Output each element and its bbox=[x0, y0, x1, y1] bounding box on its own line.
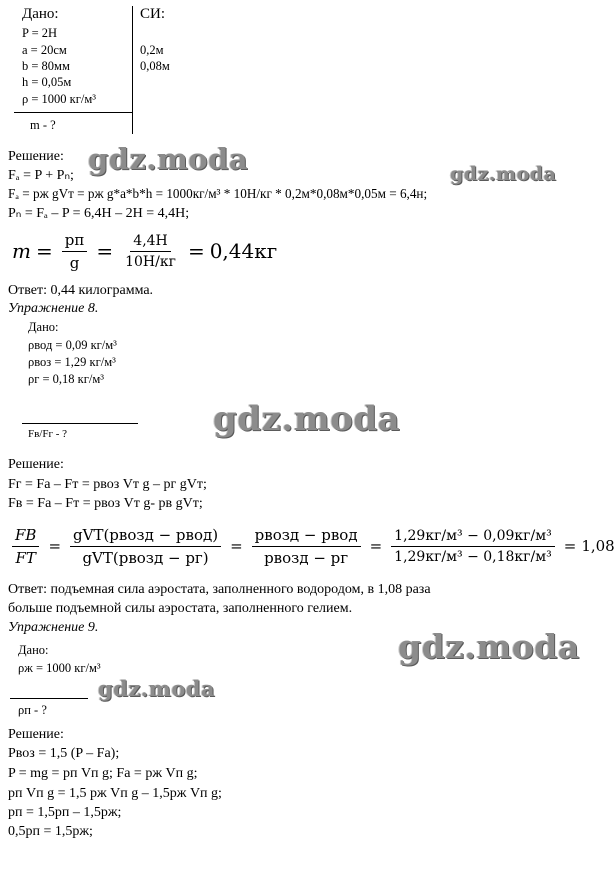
formula-fraction bbox=[12, 526, 39, 567]
exercise-8-title: Упражнение 8. bbox=[8, 301, 99, 316]
watermark-logo: gdz.moda bbox=[98, 676, 216, 701]
find-line: ρп - ? bbox=[18, 703, 47, 717]
formula-fraction bbox=[122, 233, 179, 270]
formula-lhs: m bbox=[12, 239, 31, 263]
fraction-denominator: gVT(pвозд − pг) bbox=[82, 548, 209, 567]
solution-header: Решение: bbox=[8, 457, 64, 472]
solution-line: Fг = Fа – Fт = pвоз Vт g – pг gVт; bbox=[8, 477, 207, 492]
answer-8-line: больше подъемной силы аэростата, заполненного гелием. bbox=[8, 601, 353, 616]
formula-fraction bbox=[391, 528, 555, 565]
fraction-numerator: 1,29кг/м³ − 0,09кг/м³ bbox=[391, 528, 555, 547]
mass-formula bbox=[12, 228, 277, 274]
solution-line: Fв = Fа – Fт = pвоз Vт g- pв gVт; bbox=[8, 496, 203, 511]
si-line: 0,2м bbox=[140, 43, 164, 57]
divider-line bbox=[10, 698, 88, 699]
formula-result: 0,44кг bbox=[209, 239, 278, 263]
solution-line: Fₐ = P + Pₙ; bbox=[8, 168, 74, 183]
fraction-denominator: 10Н/кг bbox=[125, 253, 176, 270]
divider-line bbox=[22, 423, 138, 424]
fraction-numerator: 4,4Н bbox=[130, 233, 170, 252]
si-line: 0,08м bbox=[140, 59, 170, 73]
given-header: Дано: bbox=[22, 6, 59, 22]
divider-line bbox=[14, 112, 132, 113]
given-line: ρг = 0,18 кг/м³ bbox=[28, 372, 104, 386]
watermark-logo: gdz.moda bbox=[450, 163, 557, 185]
formula-equals: = bbox=[187, 239, 205, 263]
fraction-denominator: 1,29кг/м³ − 0,18кг/м³ bbox=[394, 548, 552, 565]
given-line: P = 2Н bbox=[22, 26, 58, 40]
solution-line: 0,5pп = 1,5pж; bbox=[8, 824, 93, 839]
answer-8-line: Ответ: подъемная сила аэростата, заполненного водородом, в 1,08 раза bbox=[8, 582, 431, 597]
given-line: ρвоз = 1,29 кг/м³ bbox=[28, 355, 116, 369]
formula-fraction bbox=[252, 526, 361, 567]
given-line: h = 0,05м bbox=[22, 75, 72, 89]
fraction-numerator: gVT(pвозд − pвод) bbox=[70, 526, 221, 547]
solution-line: Pₙ = Fₐ – P = 6,4Н – 2Н = 4,4Н; bbox=[8, 206, 190, 221]
solution-line: Fₐ = pж gVт = pж g*a*b*h = 1000кг/м³ * 10Н/кг * 0,2м*0,08м*0,05м = 6,4н; bbox=[8, 186, 428, 201]
watermark-logo: gdz.moda bbox=[213, 399, 401, 439]
solution-line: pп Vп g = 1,5 pж Vп g – 1,5pж Vп g; bbox=[8, 786, 222, 801]
formula-fraction bbox=[70, 526, 221, 567]
given-line: ρж = 1000 кг/м³ bbox=[18, 661, 101, 675]
formula-fraction bbox=[62, 231, 88, 272]
find-line: m - ? bbox=[30, 118, 56, 132]
si-divider bbox=[132, 6, 133, 134]
solution-header: Решение: bbox=[8, 149, 64, 164]
given-header: Дано: bbox=[28, 320, 59, 334]
given-line: b = 80мм bbox=[22, 59, 70, 73]
solution-header: Решение: bbox=[8, 727, 64, 742]
formula-equals: = bbox=[35, 239, 53, 263]
si-header: СИ: bbox=[140, 6, 166, 22]
fraction-denominator: g bbox=[69, 253, 80, 272]
fraction-denominator: FT bbox=[15, 548, 36, 567]
given-line: a = 20см bbox=[22, 43, 67, 57]
given-header: Дано: bbox=[18, 643, 49, 657]
solution-line: Pвоз = 1,5 (P – Fа); bbox=[8, 746, 120, 761]
given-line: ρ = 1000 кг/м³ bbox=[22, 92, 96, 106]
watermark-logo: gdz.moda bbox=[398, 627, 580, 666]
solution-line: pп = 1,5pп – 1,5pж; bbox=[8, 805, 122, 820]
watermark-logo: gdz.moda bbox=[88, 142, 249, 176]
fraction-numerator: pвозд − pвод bbox=[252, 526, 361, 547]
fraction-denominator: pвозд − pг bbox=[264, 548, 349, 567]
find-line: Fв/Fг - ? bbox=[28, 428, 68, 440]
formula-equals: = bbox=[96, 239, 114, 263]
fraction-numerator: FB bbox=[12, 526, 39, 547]
formula-result: 1,08 bbox=[581, 537, 615, 555]
given-line: ρвод = 0,09 кг/м³ bbox=[28, 338, 117, 352]
exercise-9-title: Упражнение 9. bbox=[8, 620, 99, 635]
fraction-numerator: pп bbox=[62, 231, 88, 252]
answer-1: Ответ: 0,44 килограмма. bbox=[8, 283, 154, 298]
lift-ratio-formula: $\frac{FB}{FT}$ = $\frac{\text{gVT(pвозд − pвод)}}{\text{gVT(pвозд − pг)}}$ = $\frac{\text{pвозд − pвод}}{\text{pвозд − pг}}$ = $\frac{\text{1,29кг/м³ − 0,09кг/м³}}{\text{1,29кг/м³ − 0,18кг/м³}}$ = 1,08 bbox=[8, 518, 615, 574]
solution-line: P = mg = pп Vп g; Fа = pж Vп g; bbox=[8, 766, 198, 781]
